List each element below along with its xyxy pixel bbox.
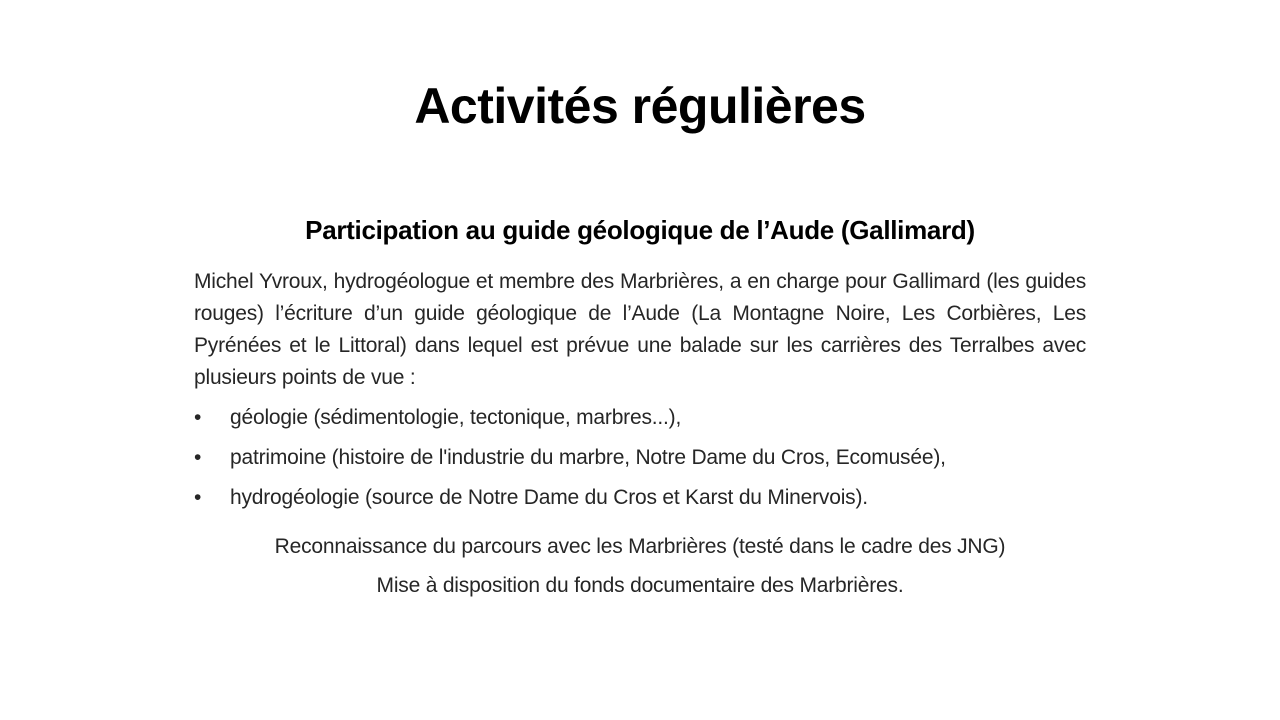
bullet-list	[194, 402, 1094, 522]
bullet-dot-icon: •	[194, 486, 202, 509]
closing-line-reconnaissance: Reconnaissance du parcours avec les Marbrières (testé dans le cadre des JNG)	[274, 535, 1006, 558]
slide-title: Activités régulières	[414, 78, 866, 134]
bullet-text: patrimoine (histoire de l'industrie du marbre, Notre Dame du Cros, Ecomusée),	[230, 446, 946, 469]
slide-subtitle: Participation au guide géologique de l’Aude (Gallimard)	[305, 215, 975, 245]
closing-line-fonds-documentaire: Mise à disposition du fonds documentaire des Marbrières.	[376, 574, 904, 597]
bullet-item-patrimoine	[194, 442, 1094, 482]
bullet-dot-icon: •	[194, 406, 202, 429]
bullet-dot-icon: •	[194, 446, 202, 469]
bullet-text: géologie (sédimentologie, tectonique, marbres...),	[230, 406, 682, 429]
bullet-text: hydrogéologie (source de Notre Dame du Cros et Karst du Minervois).	[230, 486, 868, 509]
body-paragraph: Michel Yvroux, hydrogéologue et membre des Marbrières, a en charge pour Gallimard (les guides rouges) l’écriture d’un guide géologique de l’Aude (La Montagne Noire, Les Corbières, Les Pyrénées et le Littoral) dans lequel est prévue une balade sur les carrières des Terralbes avec plusieurs points de vue :	[194, 270, 1086, 389]
bullet-item-geologie	[194, 402, 1094, 442]
bullet-item-hydrogeologie	[194, 482, 1094, 522]
